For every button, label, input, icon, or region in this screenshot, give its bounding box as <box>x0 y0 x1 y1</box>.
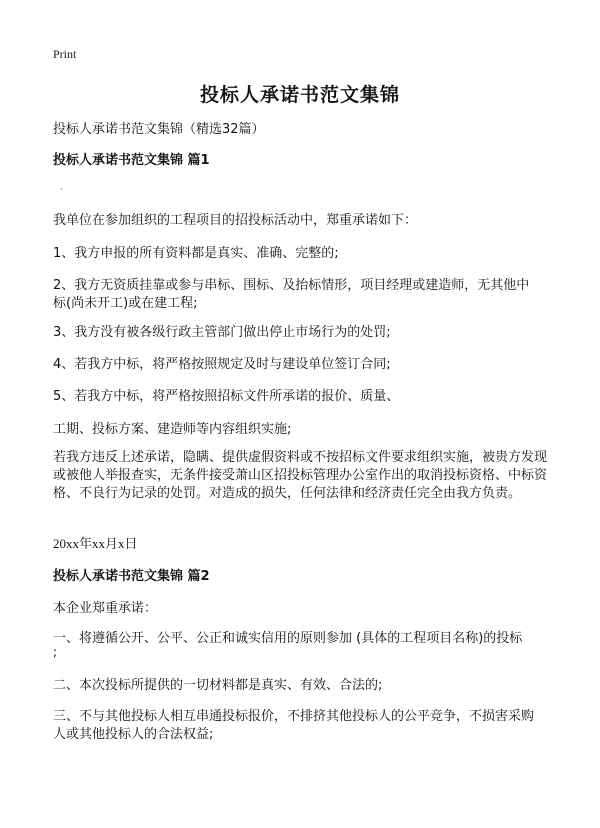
section1-item-3: 3、我方没有被各级行政主管部门做出停止市场行为的处罚; <box>53 325 391 340</box>
section1-heading: 投标人承诺书范文集锦 篇1 <box>53 153 210 168</box>
section1-paragraph: 若我方违反上述承诺，隐瞒、提供虚假资料或不按招标文件要求组织实施，被贵方发现或被他人举报查实，无条件接受萧山区招投标管理办公室作出的取消投标资格、中标资格、不良行为记录的处罚。对造成的损失，任何法律和经济责任完全由我方负责。 <box>53 450 548 501</box>
section1-item-5-continued: 工期、投标方案、建造师等内容组织实施; <box>53 422 292 437</box>
section1-intro: 我单位在参加组织的工程项目的招投标活动中，郑重承诺如下： <box>53 213 418 228</box>
subtitle: 投标人承诺书范文集锦（精选32篇） <box>53 122 265 137</box>
section1-item-5: 5、若我方中标，将严格按照招标文件所承诺的报价、质量、 <box>53 389 400 404</box>
page-title: 投标人承诺书范文集锦 <box>199 84 400 106</box>
section1-item-4: 4、若我方中标，将严格按照规定及时与建设单位签订合同; <box>53 357 391 372</box>
section2-item-3: 三、不与其他投标人相互串通投标报价，不排挤其他投标人的公平竞争，不损害采购人或其他投标人的合法权益; <box>53 709 535 742</box>
section2-item-1: 一、将遵循公开、公平、公正和诚实信用的原则参加 (具体的工程项目名称)的投标 <box>53 631 523 646</box>
section2-intro: 本企业郑重承诺： <box>53 601 158 616</box>
bullet-dot: · <box>60 185 63 194</box>
section2-heading: 投标人承诺书范文集锦 篇2 <box>53 569 210 584</box>
section2-item-2: 二、本次投标所提供的一切材料都是真实、有效、合法的; <box>53 678 383 693</box>
section1-item-2: 2、我方无资质挂靠或参与串标、围标、及抬标情形，项目经理或建造师，无其他中标(尚未开工)或在建工程; <box>53 278 530 311</box>
section1-date: 20xx年xx月x日 <box>53 536 138 551</box>
section1-item-1: 1、我方申报的所有资料都是真实、准确、完整的; <box>53 246 339 261</box>
print-label[interactable]: Print <box>53 47 77 61</box>
section2-item-1-end: ; <box>53 645 58 659</box>
